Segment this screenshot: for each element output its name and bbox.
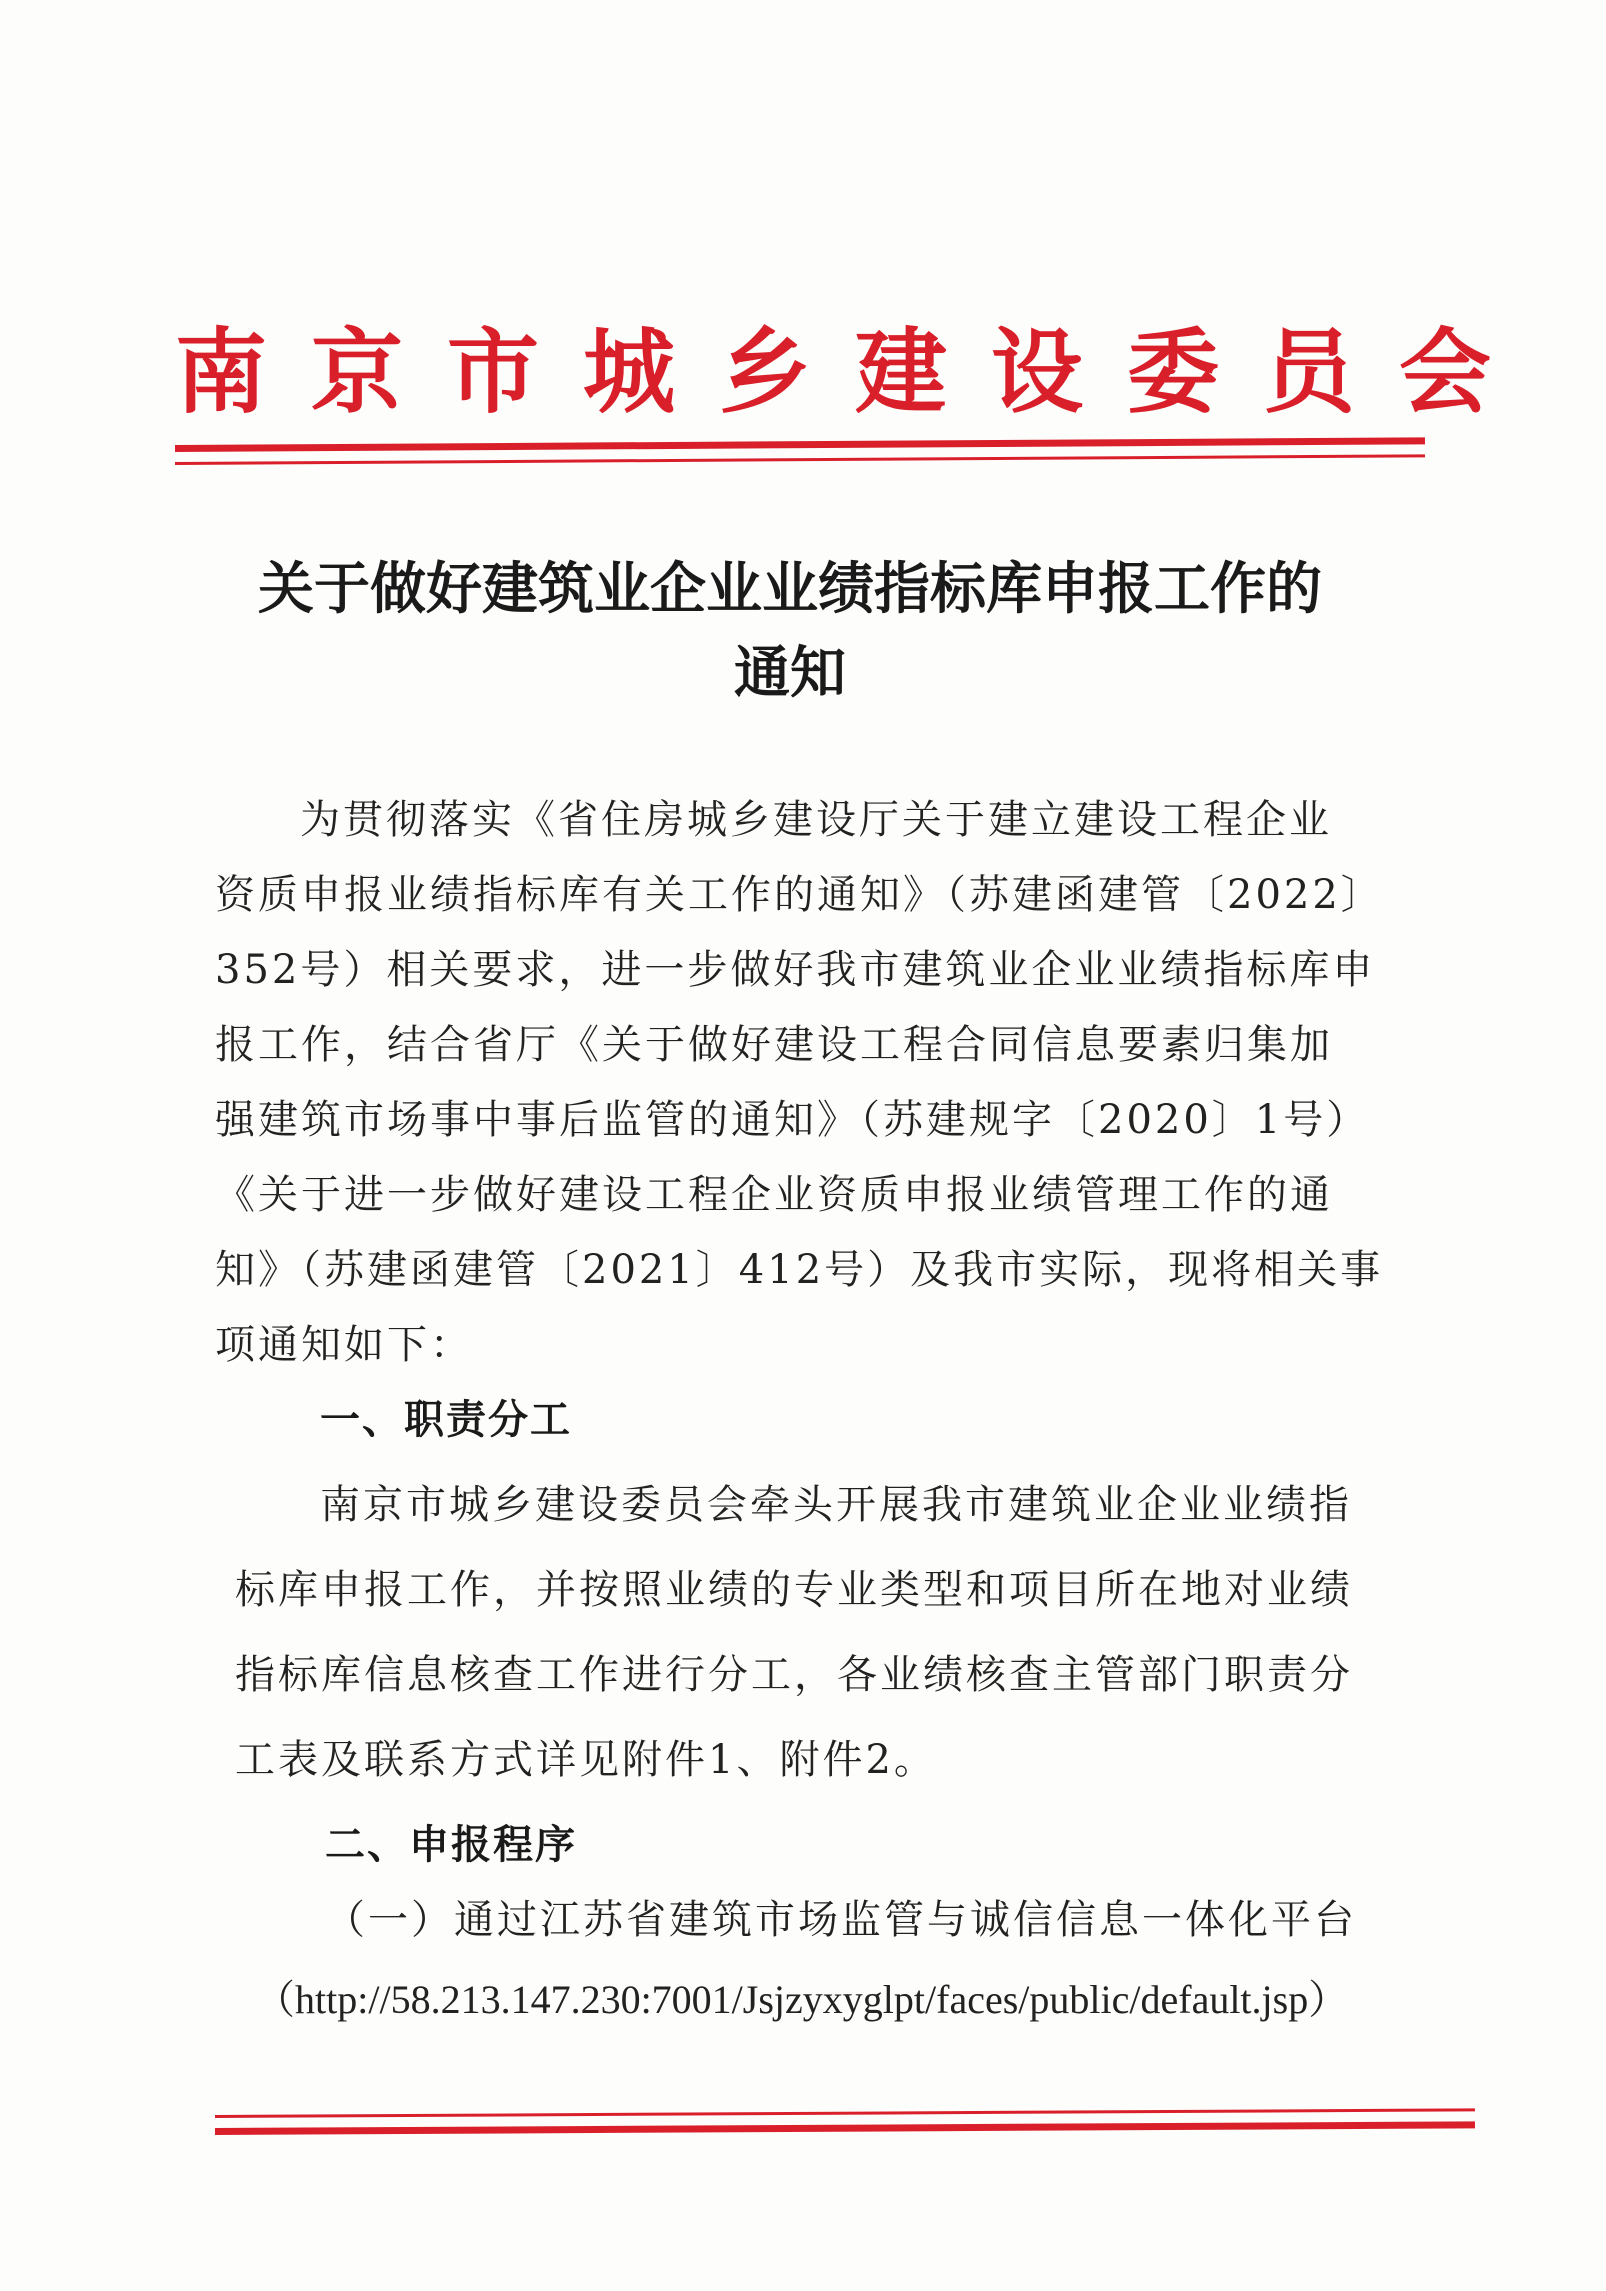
agency-title: 南京市城乡建设委员会	[175, 319, 1536, 426]
footer-red-rule-thick	[215, 2121, 1475, 2135]
intro-line-4: 报工作，结合省厅《关于做好建设工程合同信息要素归集加	[215, 1022, 1333, 1068]
platform-url: （http://58.213.147.230:7001/Jsjzyxyglpt/faces/public/default.jsp）	[255, 1977, 1349, 2022]
intro-line-1: 为贯彻落实《省住房城乡建设厅关于建立建设工程企业	[300, 797, 1332, 843]
intro-line-7: 知》（苏建函建管〔2021〕412号）及我市实际，现将相关事	[215, 1247, 1384, 1293]
section-1-line-1: 南京市城乡建设委员会牵头开展我市建筑业企业业绩指	[320, 1482, 1352, 1528]
intro-line-8: 项通知如下：	[215, 1322, 473, 1368]
notice-title-line-1: 关于做好建筑业企业业绩指标库申报工作的	[258, 557, 1322, 622]
section-1-line-2: 标库申报工作，并按照业绩的专业类型和项目所在地对业绩	[235, 1567, 1353, 1613]
section-1-line-3: 指标库信息核查工作进行分工，各业绩核查主管部门职责分	[235, 1652, 1353, 1698]
notice-title-line-2: 通知	[734, 641, 846, 706]
section-1-heading: 一、职责分工	[320, 1397, 572, 1443]
intro-line-3: 352号）相关要求，进一步做好我市建筑业企业业绩指标库申	[215, 947, 1376, 993]
footer-red-rule-thin	[215, 2108, 1475, 2118]
section-2-heading: 二、申报程序	[325, 1822, 577, 1868]
notice-title	[200, 548, 1380, 716]
intro-line-2: 资质申报业绩指标库有关工作的通知》（苏建函建管〔2022〕	[215, 872, 1384, 918]
intro-line-6: 《关于进一步做好建设工程企业资质申报业绩管理工作的通	[215, 1172, 1333, 1218]
header-red-rule-thick	[175, 437, 1425, 452]
section-1-line-4: 工表及联系方式详见附件1、附件2。	[235, 1737, 937, 1783]
header-red-rule-thin	[175, 454, 1425, 465]
intro-line-5: 强建筑市场事中事后监管的通知》（苏建规字〔2020〕1号）	[215, 1097, 1370, 1143]
section-2-line-1: （一）通过江苏省建筑市场监管与诚信信息一体化平台	[325, 1897, 1357, 1943]
